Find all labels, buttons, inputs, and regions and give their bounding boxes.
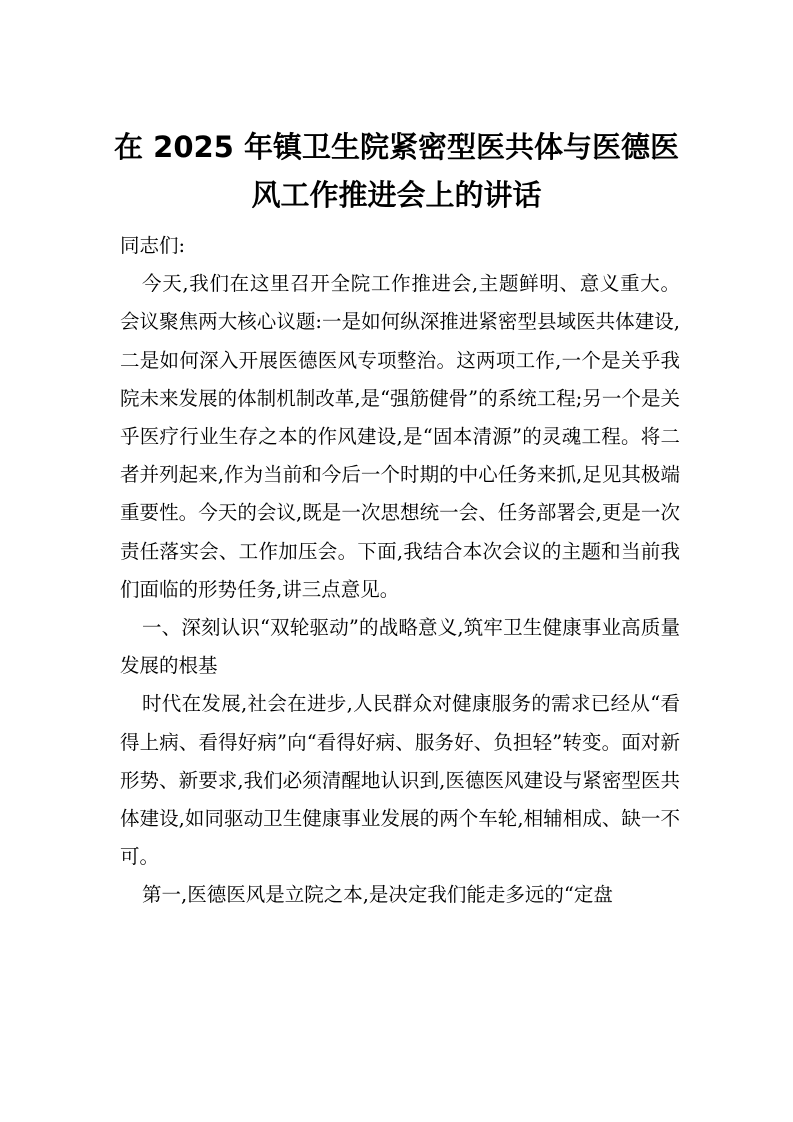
document-title-line-2: 风工作推进会上的讲话 (251, 178, 542, 212)
paragraph-opening: 今天,我们在这里召开全院工作推进会,主题鲜明、意义重大。会议聚焦两大核心议题:一是如何纵深推进紧密型县域医共体建设,二是如何深入开展医德医风专项整治。这两项工作,一个是关乎我院未来发展的体制机制改革,是“强筋健骨”的系统工程;另一个是关乎医疗行业生存之本的作风建设,是“固本清源”的灵魂工程。将二者并列起来,作为当前和今后一个时期的中心任务来抓,足见其极端重要性。今天的会议,既是一次思想统一会、任务部署会,更是一次责任落实会、工作加压会。下面,我结合本次会议的主题和当前我们面临的形势任务,讲三点意见。 (120, 272, 680, 601)
section-heading-1: 一、深刻认识“双轮驱动”的战略意义,筑牢卫生健康事业高质量发展的根基 (120, 616, 680, 678)
paragraph-context: 时代在发展,社会在进步,人民群众对健康服务的需求已经从“看得上病、看得好病”向“看得好病、服务好、负担轻”转变。面对新形势、新要求,我们必须清醒地认识到,医德医风建设与紧密型医共体建设,如同驱动卫生健康事业发展的两个车轮,相辅相成、缺一不可。 (120, 692, 680, 869)
paragraph-first-point: 第一,医德医风是立院之本,是决定我们能走多远的“定盘 (142, 883, 613, 907)
salutation: 同志们: (120, 234, 186, 257)
document-body (120, 227, 680, 915)
document-title-line-1: 在 2025 年镇卫生院紧密型医共体与医德医 (114, 130, 679, 164)
